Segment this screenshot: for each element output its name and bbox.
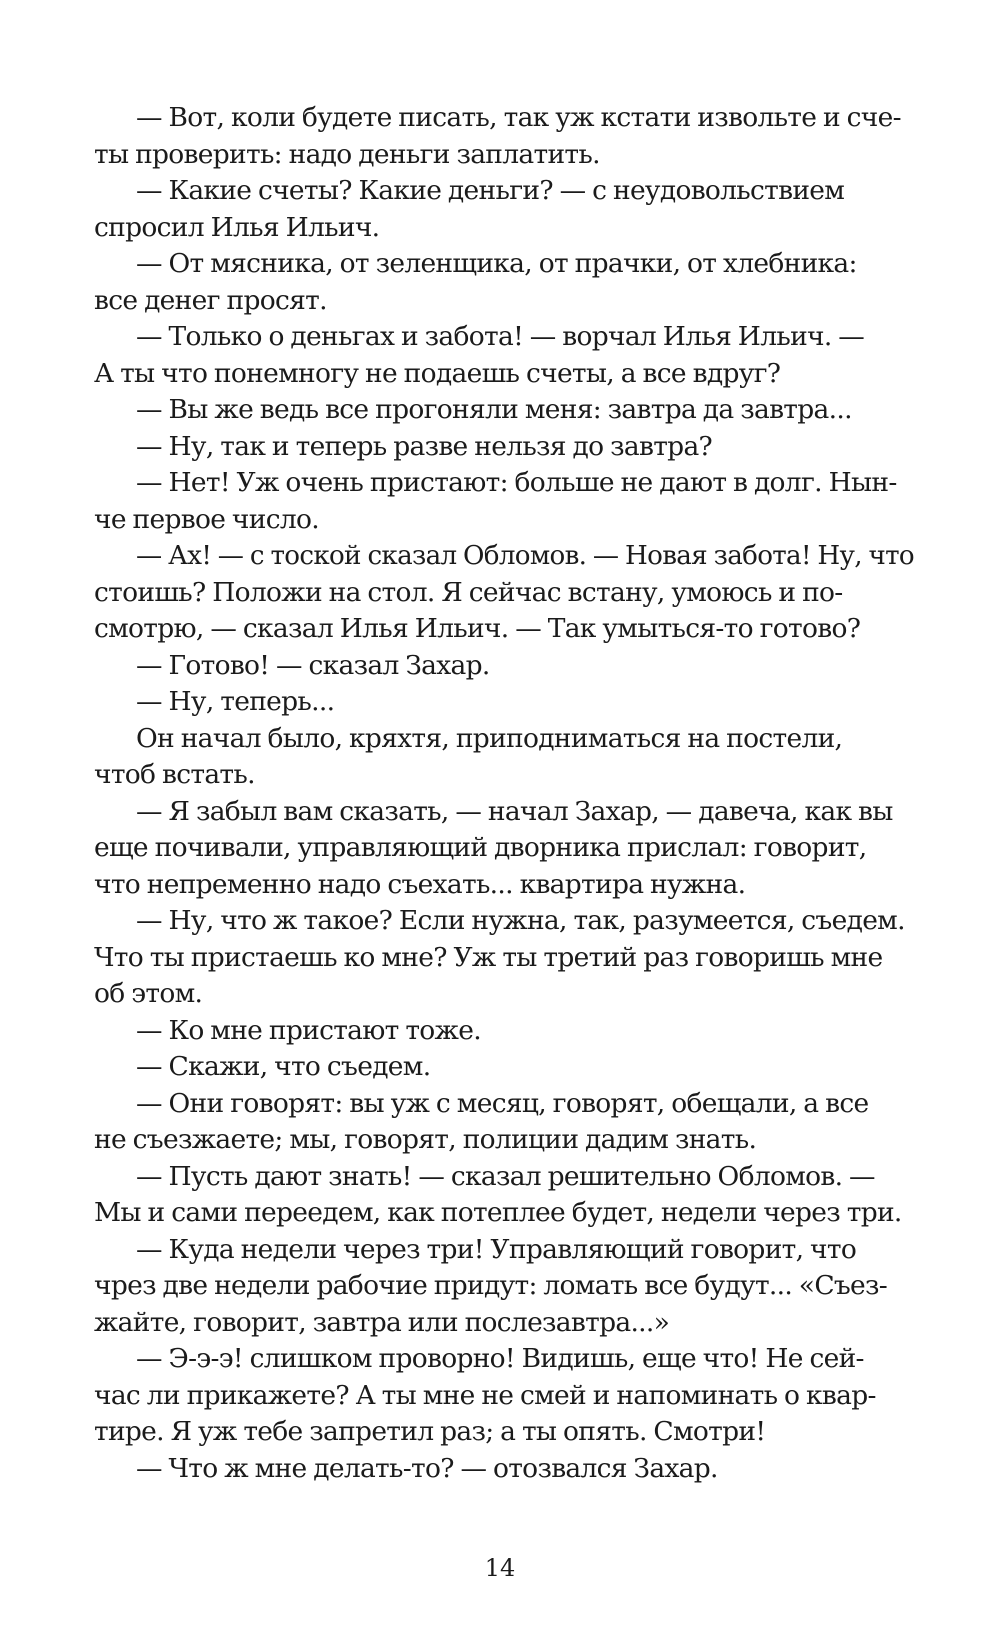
page-number: 14 bbox=[484, 1554, 516, 1582]
text-line: — Я забыл вам сказать, — начал Захар, — давеча, как вы bbox=[136, 795, 893, 827]
text-line: — Они говорят: вы уж с месяц, говорят, обещали, а все bbox=[136, 1087, 869, 1119]
text-line: тире. Я уж тебе запретил раз; а ты опять. Смотри! bbox=[94, 1416, 766, 1447]
text-line: Что ты пристаешь ко мне? Уж ты третий раз говоришь мне bbox=[94, 941, 883, 973]
text-line: — Куда недели через три! Управляющий говорит, что bbox=[136, 1233, 857, 1265]
text-line: — Только о деньгах и забота! — ворчал Илья Ильич. — bbox=[136, 321, 865, 352]
text-line: — Что ж мне делать-то? — отозвался Захар. bbox=[136, 1452, 718, 1484]
text-line: — Э-э-э! слишком проворно! Видишь, еще что! Не сей- bbox=[136, 1343, 864, 1374]
text-line: — Пусть дают знать! — сказал решительно Обломов. — bbox=[136, 1160, 875, 1192]
text-line: спросил Илья Ильич. bbox=[94, 211, 380, 243]
text-line: — Ах! — с тоской сказал Обломов. — Новая забота! Ну, что bbox=[136, 540, 914, 571]
text-line: чтоб встать. bbox=[94, 759, 255, 790]
text-line: Он начал было, кряхтя, приподниматься на постели, bbox=[136, 722, 843, 754]
text-line: час ли прикажете? А ты мне не смей и напоминать о квар- bbox=[94, 1379, 876, 1411]
text-line: не съезжаете; мы, говорят, полиции дадим знать. bbox=[94, 1124, 757, 1155]
page-text bbox=[94, 100, 914, 1487]
text-line: что непременно надо съехать... квартира нужна. bbox=[94, 868, 746, 900]
text-line: — Ко мне пристают тоже. bbox=[136, 1014, 481, 1046]
text-line: — Ну, теперь... bbox=[136, 686, 335, 717]
text-line: — Вы же ведь все прогоняли меня: завтра да завтра... bbox=[136, 394, 852, 425]
text-line: — Нет! Уж очень пристают: больше не дают в долг. Нын- bbox=[136, 467, 897, 498]
text-line: — Скажи, что съедем. bbox=[136, 1051, 431, 1082]
text-line: все денег просят. bbox=[94, 284, 327, 316]
text-line: — Ну, так и теперь разве нельзя до завтра? bbox=[136, 430, 713, 462]
text-line: — Вот, коли будете писать, так уж кстати извольте и сче- bbox=[136, 102, 901, 133]
text-line: — Ну, что ж такое? Если нужна, так, разумеется, съедем. bbox=[136, 905, 905, 936]
text-line: — Какие счеты? Какие деньги? — с неудовольствием bbox=[136, 175, 845, 206]
text-line: еще почивали, управляющий дворника прислал: говорит, bbox=[94, 832, 867, 863]
text-line: — От мясника, от зеленщика, от прачки, от хлебника: bbox=[136, 248, 857, 279]
text-line: ты проверить: надо деньги заплатить. bbox=[94, 138, 600, 170]
text-line: — Готово! — сказал Захар. bbox=[136, 649, 490, 681]
text-line: че первое число. bbox=[94, 503, 319, 535]
text-line: Мы и сами переедем, как потеплее будет, недели через три. bbox=[94, 1197, 902, 1228]
text-line: об этом. bbox=[94, 978, 203, 1009]
text-line: смотрю, — сказал Илья Ильич. — Так умыться-то готово? bbox=[94, 613, 861, 644]
text-line: жайте, говорит, завтра или послезавтра...» bbox=[94, 1306, 670, 1338]
text-line: А ты что понемногу не подаешь счеты, а все вдруг? bbox=[94, 357, 781, 389]
text-line: стоишь? Положи на стол. Я сейчас встану, умоюсь и по- bbox=[94, 576, 843, 608]
text-line: чрез две недели рабочие придут: ломать все будут... «Съез- bbox=[94, 1270, 888, 1301]
